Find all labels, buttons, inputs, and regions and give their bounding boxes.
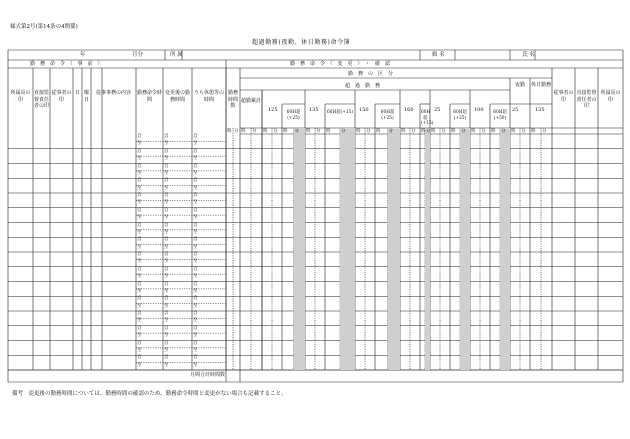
order-to-10: 至	[137, 274, 142, 280]
order-from-9: 自	[137, 252, 142, 257]
col-office-head-seal-2: 所属長の印	[600, 90, 621, 103]
break-from-13: 自	[193, 311, 198, 316]
unit-minute-15: 分	[521, 128, 526, 134]
break-from-6: 自	[193, 207, 198, 213]
break-from-16: 自	[193, 355, 198, 361]
order-to-7: 至	[137, 229, 142, 235]
sixty-hour-label-2: 60H超(+15)	[327, 110, 353, 115]
break-from-9: 自	[193, 252, 198, 257]
page-title: 超過勤務(夜勤、休日勤務)命令簿	[252, 39, 351, 46]
changed-from-8: 自	[164, 237, 169, 243]
sixty-hour-label-6: 60H超(+50)	[493, 110, 507, 121]
unit-hour-4: 時	[283, 128, 288, 134]
changed-to-15: 至	[164, 347, 169, 353]
sixty-hour-label-5: 60H超(+25)	[453, 110, 467, 121]
changed-to-5: 至	[164, 200, 169, 206]
unit-minute-8: 分	[388, 128, 393, 134]
unit-hour-1: 時	[227, 128, 232, 134]
break-from-11: 自	[193, 281, 198, 287]
unit-hour-6: 時	[326, 128, 331, 134]
break-to-8: 至	[193, 244, 198, 250]
unit-minute-10: 分	[426, 128, 431, 134]
order-to-4: 至	[137, 185, 142, 191]
unit-hour-5: 時	[306, 128, 311, 134]
unit-minute-13: 分	[481, 128, 486, 134]
break-to-5: 至	[193, 200, 198, 206]
unit-minute-2: 分	[252, 128, 257, 134]
order-from-1: 自	[137, 134, 142, 139]
order-from-14: 自	[137, 325, 142, 331]
break-to-11: 至	[193, 288, 198, 294]
changed-to-7: 至	[164, 229, 169, 235]
changed-from-7: 自	[164, 222, 169, 228]
unit-minute-7: 分	[366, 128, 371, 134]
changed-from-16: 自	[164, 355, 169, 361]
changed-to-14: 至	[164, 333, 169, 339]
order-to-2: 至	[137, 156, 142, 162]
break-to-7: 至	[193, 229, 198, 235]
changed-from-13: 自	[164, 311, 169, 316]
changed-to-6: 至	[164, 215, 169, 221]
name-label: 氏 名	[522, 52, 535, 58]
break-to-2: 至	[193, 156, 198, 162]
month-label: 月分	[132, 52, 144, 58]
changed-from-12: 自	[164, 296, 169, 302]
order-from-5: 自	[137, 193, 142, 198]
break-from-5: 自	[193, 193, 198, 198]
rate-label-7: 25	[512, 107, 519, 113]
form-number: 様式第2号(第14条の4関係)	[10, 24, 78, 30]
order-from-6: 自	[137, 207, 142, 213]
unit-hour-2: 時	[241, 128, 246, 134]
section-category: 勤 務 の 区 分	[348, 71, 394, 77]
order-to-9: 至	[137, 259, 142, 265]
col-day: 日	[74, 90, 80, 96]
changed-from-1: 自	[164, 134, 169, 139]
changed-to-13: 至	[164, 318, 169, 324]
changed-to-2: 至	[164, 156, 169, 162]
unit-minute-9: 分	[411, 128, 416, 134]
changed-from-10: 自	[164, 266, 169, 272]
unit-minute-3: 分	[273, 128, 278, 134]
break-from-12: 自	[193, 296, 198, 302]
break-from-3: 自	[193, 163, 198, 169]
section-overtime: 超 過 勤 務	[345, 83, 381, 89]
unit-hour-16: 時	[531, 128, 536, 134]
col-supervisor-seal: 直接監督責任者の印	[34, 90, 50, 109]
changed-to-11: 至	[164, 288, 169, 294]
changed-to-12: 至	[164, 303, 169, 309]
break-to-13: 至	[193, 318, 198, 324]
changed-from-15: 自	[164, 340, 169, 346]
changed-to-16: 至	[164, 362, 169, 368]
order-to-1: 至	[137, 141, 142, 147]
break-to-14: 至	[193, 333, 198, 339]
break-to-16: 至	[193, 362, 198, 368]
order-to-6: 至	[137, 215, 142, 221]
col-task: 従事事務の内容	[95, 90, 131, 96]
rate-label-2: 135	[309, 107, 319, 113]
monthly-total-label: 月間合計時間数	[190, 372, 226, 378]
changed-from-6: 自	[164, 207, 169, 213]
col-work-hours: 勤務時間数	[227, 90, 238, 109]
unit-hour-15: 時	[511, 128, 516, 134]
changed-from-11: 自	[164, 281, 169, 287]
break-from-15: 自	[193, 340, 198, 346]
break-from-4: 自	[193, 178, 198, 184]
order-from-13: 自	[137, 311, 142, 316]
order-from-10: 自	[137, 266, 142, 272]
unit-hour-12: 時	[451, 128, 456, 134]
unit-hour-13: 時	[471, 128, 476, 134]
sixty-hour-label-4: 60H超(+15)	[421, 110, 434, 126]
unit-minute-11: 分	[441, 128, 446, 134]
sixty-hour-label-3: 60H超(+25)	[380, 110, 395, 121]
changed-to-8: 至	[164, 244, 169, 250]
changed-from-3: 自	[164, 163, 169, 169]
rate-label-8: 135	[535, 107, 545, 113]
rate-label-1: 125	[268, 107, 278, 113]
order-from-11: 自	[137, 281, 142, 287]
col-night: 夜勤	[514, 82, 525, 88]
order-from-15: 自	[137, 340, 142, 346]
unit-minute-12: 分	[461, 128, 466, 134]
order-to-11: 至	[137, 288, 142, 294]
col-overtime-total: 超勤累計	[241, 98, 262, 104]
grade-label: 級 名	[432, 52, 445, 58]
col-weekday: 曜日	[83, 90, 89, 103]
col-worker-seal: 従事者の印	[51, 90, 72, 103]
break-from-8: 自	[193, 237, 198, 243]
break-to-3: 至	[193, 170, 198, 176]
unit-hour-3: 時	[263, 128, 268, 134]
col-office-head-seal: 所属長の印	[10, 90, 31, 103]
changed-to-1: 至	[164, 141, 169, 147]
unit-hour-11: 時	[431, 128, 436, 134]
order-to-5: 至	[137, 200, 142, 206]
year-label: 年	[80, 52, 86, 58]
break-from-10: 自	[193, 266, 198, 272]
unit-hour-9: 時	[401, 128, 406, 134]
order-from-7: 自	[137, 222, 142, 228]
break-to-4: 至	[193, 185, 198, 191]
order-from-2: 自	[137, 148, 142, 154]
order-to-8: 至	[137, 244, 142, 250]
changed-from-14: 自	[164, 325, 169, 331]
changed-from-5: 自	[164, 193, 169, 198]
order-from-16: 自	[137, 355, 142, 361]
col-worker-seal-2: 従事者の印	[553, 90, 574, 103]
changed-from-9: 自	[164, 252, 169, 257]
order-to-14: 至	[137, 333, 142, 339]
unit-hour-10: 時	[421, 128, 426, 134]
break-to-10: 至	[193, 274, 198, 280]
changed-from-2: 自	[164, 148, 169, 154]
break-from-7: 自	[193, 222, 198, 228]
col-break-time: うち休憩等の時間	[193, 90, 224, 103]
unit-hour-14: 時	[491, 128, 496, 134]
break-to-6: 至	[193, 215, 198, 221]
unit-minute-4: 分	[294, 128, 299, 134]
remarks-note: 備考 変更後の勤務時間については、勤務時間の確認のため、勤務命令時間と変更がない場合も記載すること。	[12, 391, 287, 397]
order-from-8: 自	[137, 237, 142, 243]
order-from-12: 自	[137, 296, 142, 302]
break-to-12: 至	[193, 303, 198, 309]
changed-to-4: 至	[164, 185, 169, 191]
rate-label-3: 150	[359, 107, 369, 113]
unit-hour-8: 時	[376, 128, 381, 134]
order-to-16: 至	[137, 362, 142, 368]
order-to-15: 至	[137, 347, 142, 353]
section-change-confirm: 勤 務 命 令 （ 変 更 ） ・ 確 認	[290, 61, 391, 67]
unit-minute-5: 分	[316, 128, 321, 134]
changed-to-3: 至	[164, 170, 169, 176]
break-from-14: 自	[193, 325, 198, 331]
sixty-hour-label-1: 60H超(+25)	[286, 110, 301, 121]
break-to-15: 至	[193, 347, 198, 353]
col-holiday: 休日勤務	[531, 82, 552, 88]
rate-label-4: 160	[404, 107, 414, 113]
col-supervisor-seal-2: 直接監督責任者の印	[576, 90, 597, 109]
rate-label-6: 100	[474, 107, 484, 113]
order-from-3: 自	[137, 163, 142, 169]
break-from-2: 自	[193, 148, 198, 154]
order-to-3: 至	[137, 170, 142, 176]
break-to-1: 至	[193, 141, 198, 147]
changed-from-4: 自	[164, 178, 169, 184]
order-to-12: 至	[137, 303, 142, 309]
col-order-time: 勤務命令時間	[137, 90, 163, 103]
section-pre-order: 勤 務 命 令 （ 事 前 ）	[30, 61, 103, 67]
changed-to-10: 至	[164, 274, 169, 280]
break-to-9: 至	[193, 259, 198, 265]
office-label: 所 属	[170, 52, 183, 58]
order-from-4: 自	[137, 178, 142, 184]
rate-label-5: 25	[434, 107, 441, 113]
col-changed-time: 変更後の勤務時間	[164, 90, 190, 103]
unit-minute-6: 分	[341, 128, 346, 134]
unit-minute-14: 分	[501, 128, 506, 134]
unit-minute-16: 分	[542, 128, 547, 134]
changed-to-9: 至	[164, 259, 169, 265]
order-to-13: 至	[137, 318, 142, 324]
break-from-1: 自	[193, 134, 198, 139]
unit-minute-1: 分	[234, 128, 239, 134]
unit-hour-7: 時	[356, 128, 361, 134]
